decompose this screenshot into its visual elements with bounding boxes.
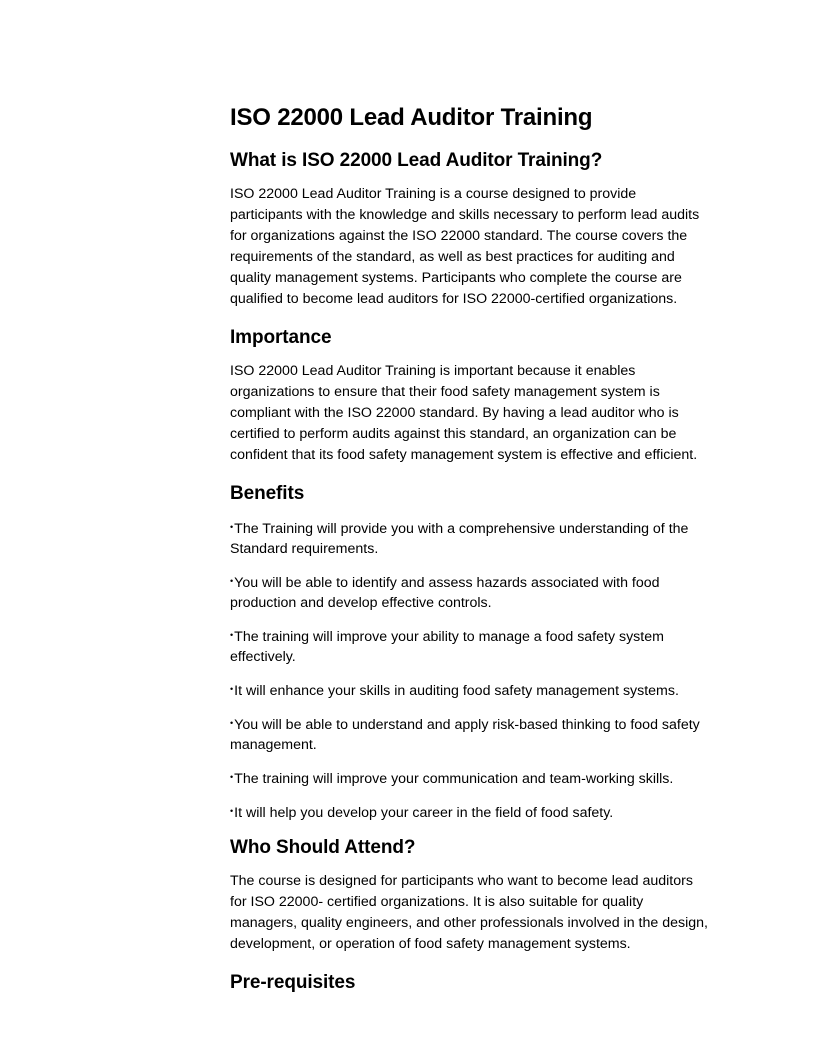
section-heading-what-is: What is ISO 22000 Lead Auditor Training? xyxy=(230,150,603,171)
section-heading-who-should-attend: Who Should Attend? xyxy=(230,837,416,858)
list-item-text: The Training will provide you with a comprehensive understanding of the Standard requirements. xyxy=(230,521,689,557)
list-item-text: You will be able to identify and assess hazards associated with food production and develop effective controls. xyxy=(230,575,660,611)
bullet-icon: • xyxy=(230,522,234,532)
list-item-text: It will help you develop your career in the field of food safety. xyxy=(234,805,614,821)
list-item xyxy=(230,625,708,667)
list-item xyxy=(230,571,708,613)
bullet-icon: • xyxy=(230,806,234,816)
document-page xyxy=(230,100,708,1006)
list-item xyxy=(230,801,708,823)
list-item xyxy=(230,713,708,755)
list-item xyxy=(230,767,708,789)
bullet-icon: • xyxy=(230,684,234,694)
list-item xyxy=(230,679,708,701)
list-item xyxy=(230,517,708,559)
list-item-text: The training will improve your ability to manage a food safety system effectively. xyxy=(230,629,664,665)
section-heading-benefits: Benefits xyxy=(230,483,305,504)
bullet-icon: • xyxy=(230,772,234,782)
section-body-importance: ISO 22000 Lead Auditor Training is important because it enables organizations to ensure that their food safety management system is compliant with the ISO 22000 standard. By having a lead auditor who is certified to perform audits against this standard, an organization can be confident that its food safety management system is effective and efficient. xyxy=(230,363,698,463)
list-item-text: The training will improve your communication and team-working skills. xyxy=(234,771,674,787)
bullet-icon: • xyxy=(230,630,234,640)
document-title: ISO 22000 Lead Auditor Training xyxy=(230,104,593,131)
benefits-list xyxy=(230,517,708,823)
section-body-what-is: ISO 22000 Lead Auditor Training is a course designed to provide participants with the knowledge and skills necessary to perform lead audits for organizations against the ISO 22000 standard. The course covers the requirements of the standard, as well as best practices for auditing and quality management systems. Participants who complete the course are qualified to become lead auditors for ISO 22000-certified organizations. xyxy=(230,186,700,307)
list-item-text: You will be able to understand and apply risk-based thinking to food safety management. xyxy=(230,717,700,753)
section-heading-importance: Importance xyxy=(230,327,332,348)
bullet-icon: • xyxy=(230,718,234,728)
section-body-who-should-attend: The course is designed for participants who want to become lead auditors for ISO 22000- certified organizations. It is also suitable for quality managers, quality engineers, and other professionals involved in the design, development, or operation of food safety management systems. xyxy=(230,873,708,952)
list-item-text: It will enhance your skills in auditing food safety management systems. xyxy=(234,683,679,699)
section-heading-prerequisites: Pre-requisites xyxy=(230,972,356,993)
bullet-icon: • xyxy=(230,576,234,586)
